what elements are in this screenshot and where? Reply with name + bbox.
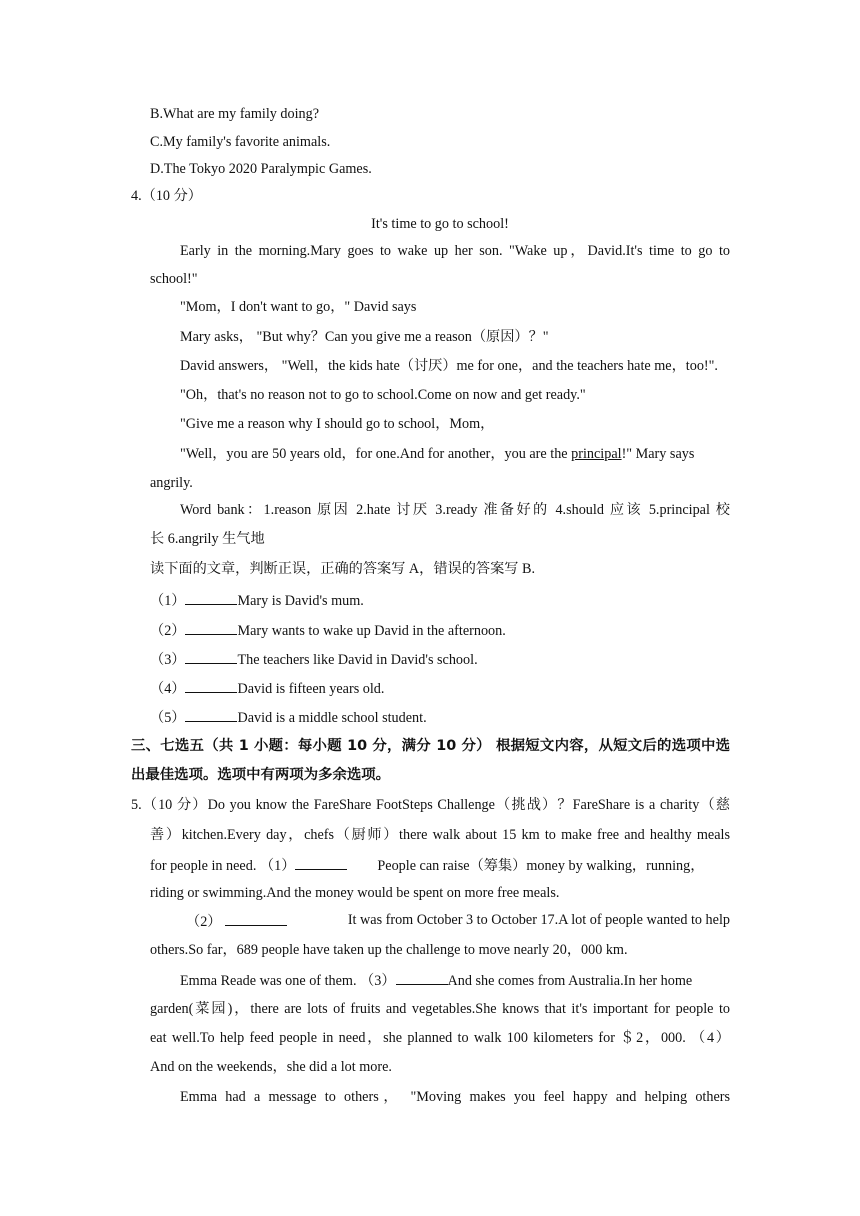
passage-text: It was from October 3 to October 17.A lot of people wanted to help xyxy=(347,912,730,928)
question-5-line: 5.（10 分）Do you know the FareShare FootSteps Challenge（挑战）？FareShare is a charity（慈 xyxy=(131,797,730,813)
item-text: The teachers like David in David's school. xyxy=(237,652,478,668)
passage-text: And she comes from Australia.In her home xyxy=(447,973,693,989)
item-number: （2） xyxy=(150,623,186,639)
paragraph-text: "Well，you are 50 years old，for one.And for another，you are the xyxy=(180,446,572,462)
tf-item xyxy=(150,590,364,610)
question-5-line: riding or swimming.And the money would be spent on more free meals. xyxy=(150,885,560,901)
option-c: C.My family's favorite animals. xyxy=(150,134,331,150)
paragraph-line: David answers， "Well，the kids hate（讨厌）me for one，and the teachers hate me，too!". xyxy=(180,358,718,374)
tf-item xyxy=(150,620,506,640)
option-b: B.What are my family doing? xyxy=(150,106,320,122)
section-heading: 出最佳选项。选项中有两项为多余选项。 xyxy=(131,767,391,783)
answer-blank[interactable] xyxy=(185,649,237,664)
answer-blank[interactable] xyxy=(295,855,347,870)
word-bank: 长 6.angrily 生气地 xyxy=(150,531,265,547)
passage-text: （2） xyxy=(186,911,287,931)
item-number: （5） xyxy=(150,710,186,726)
answer-blank[interactable] xyxy=(185,590,237,605)
question-5-line: eat well.To help feed people in need，she planned to walk 100 kilometers for ＄2，000. （4） xyxy=(150,1030,730,1046)
tf-item xyxy=(150,678,384,698)
paragraph-line: "Mom，I don't want to go，" David says xyxy=(180,299,417,315)
answer-blank[interactable] xyxy=(225,911,287,926)
item-number: （1） xyxy=(150,593,186,609)
passage-text: Emma Reade was one of them. （3） xyxy=(180,973,396,989)
question-4-header: 4.（10 分） xyxy=(131,188,202,204)
item-number: （3） xyxy=(150,652,186,668)
passage-text: People can raise（筹集）money by walking，running， xyxy=(377,858,705,874)
tf-item xyxy=(150,649,478,669)
question-5-line xyxy=(180,970,730,990)
item-number: （4） xyxy=(150,681,186,697)
question-5-line: others.So far，689 people have taken up the challenge to move nearly 20，000 km. xyxy=(150,942,628,958)
answer-blank[interactable] xyxy=(185,620,237,635)
item-text: Mary is David's mum. xyxy=(237,593,364,609)
answer-blank[interactable] xyxy=(185,707,237,722)
paragraph-line: angrily. xyxy=(150,475,193,491)
option-d: D.The Tokyo 2020 Paralympic Games. xyxy=(150,161,372,177)
word-bank: Word bank：1.reason 原因 2.hate 讨厌 3.ready 准备好的 4.should 应该 5.principal 校 xyxy=(180,502,730,518)
paragraph-line: Mary asks， "But why？Can you give me a reason（原因）？" xyxy=(180,329,549,345)
question-5-line: Emma had a message to others， "Moving makes you feel happy and helping others xyxy=(180,1089,730,1105)
answer-blank[interactable] xyxy=(185,678,237,693)
passage-title: It's time to go to school! xyxy=(371,216,509,232)
passage-text: for people in need. （1） xyxy=(150,858,296,874)
paragraph-text: !" Mary says xyxy=(621,446,695,462)
item-text: Mary wants to wake up David in the afternoon. xyxy=(237,623,506,639)
section-heading: 三、七选五（共 1 小题：每小题 10 分，满分 10 分） 根据短文内容，从短文后的选项中选 xyxy=(131,738,730,754)
item-text: David is fifteen years old. xyxy=(237,681,385,697)
underlined-word: principal xyxy=(571,446,622,462)
item-text: David is a middle school student. xyxy=(237,710,427,726)
paragraph-line: "Oh，that's no reason not to go to school.Come on now and get ready." xyxy=(180,387,586,403)
question-5-line: And on the weekends，she did a lot more. xyxy=(150,1059,392,1075)
tf-item xyxy=(150,707,427,727)
paragraph-line: school!" xyxy=(150,271,198,287)
question-5-line: 善）kitchen.Every day，chefs（厨师）there walk about 15 km to make free and healthy meals xyxy=(150,827,730,843)
question-5-line xyxy=(186,911,730,931)
paragraph-line: "Give me a reason why I should go to school，Mom， xyxy=(180,416,495,432)
answer-blank[interactable] xyxy=(396,970,448,985)
question-5-line xyxy=(150,855,730,875)
paragraph-line xyxy=(180,445,730,463)
question-5-line: garden(菜园)，there are lots of fruits and vegetables.She knows that it's important for people to xyxy=(150,1001,730,1017)
paragraph-line: Early in the morning.Mary goes to wake up her son. "Wake up，David.It's time to go to xyxy=(180,243,730,259)
instruction: 读下面的文章，判断正误，正确的答案写 A，错误的答案写 B. xyxy=(150,561,536,577)
